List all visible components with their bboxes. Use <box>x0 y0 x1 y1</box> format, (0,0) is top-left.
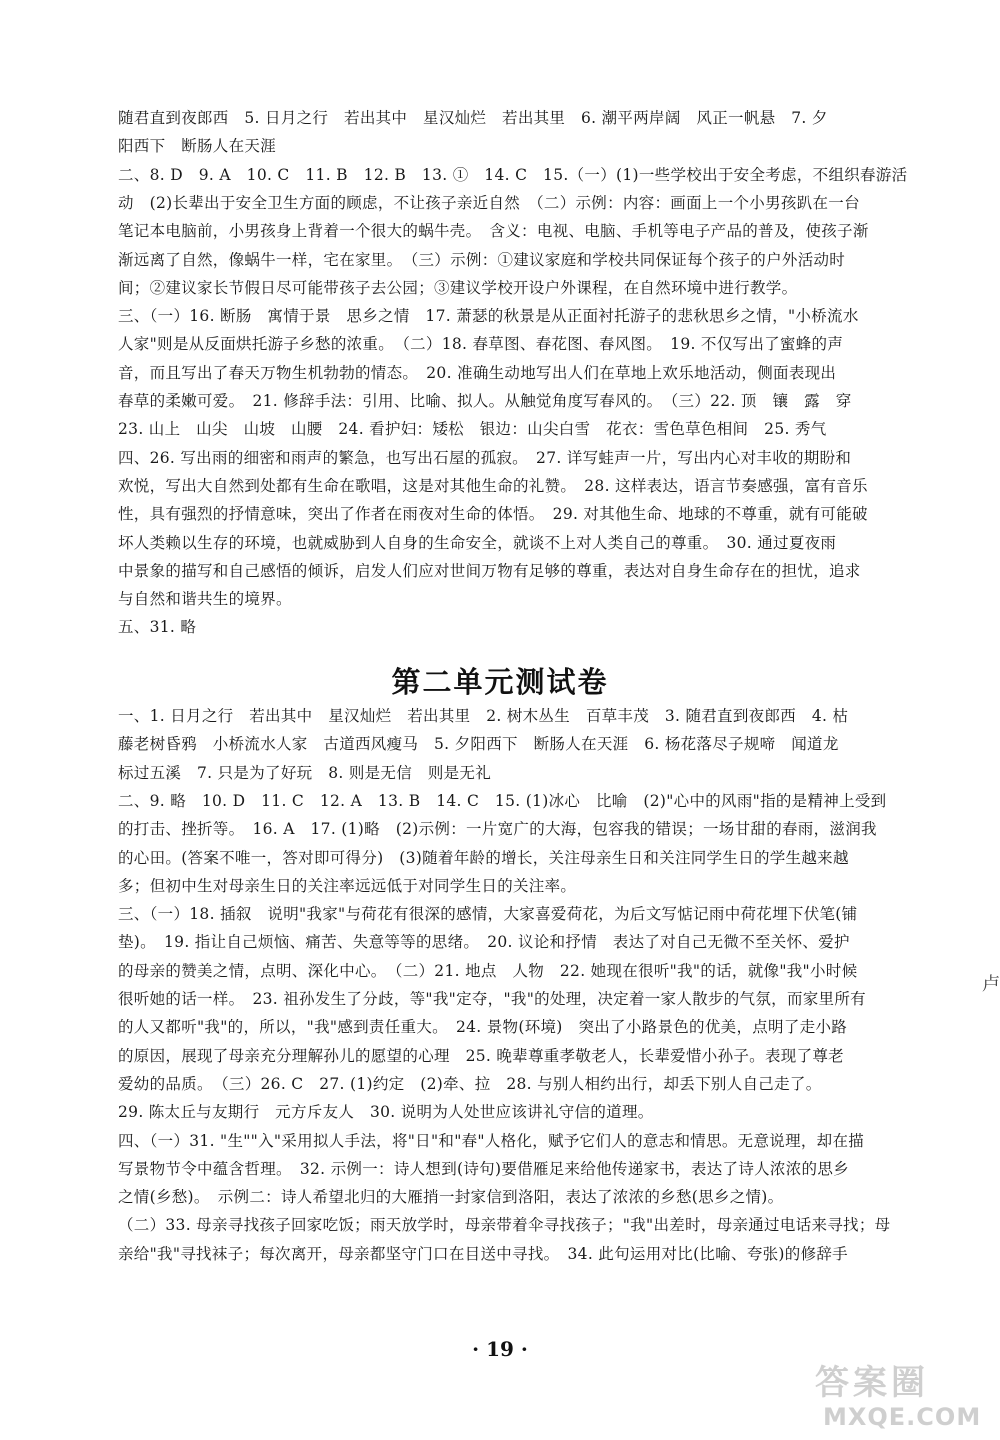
answer-line: 中景象的描写和自己感悟的倾诉，启发人们应对世间万物有足够的尊重，表达对自身生命存在的担忧，追求 <box>118 561 861 580</box>
answer-line: 春草的柔嫩可爱。 21. 修辞手法：引用、比喻、拟人。从触觉角度写春风的。 （三）22. 顶 镶 露 穿 <box>118 392 852 410</box>
answer-line: 写景物节令中蕴含哲理。 32. 示例一：诗人想到(诗句)要借雁足来给他传递家书，表达了诗人浓浓的思乡 <box>118 1159 849 1178</box>
answer-line: 29. 陈太丘与友期行 元方斥友人 30. 说明为人处世应该讲礼守信的道理。 <box>118 1103 654 1122</box>
answer-line: 间；②建议家长节假日尽可能带孩子去公园；③建议学校开设户外课程，在自然环境中进行教学。 <box>118 278 798 297</box>
answer-line: 23. 山上 山尖 山坡 山腰 24. 看护妇：矮松 银边：山尖白雪 花衣：雪色草色相间 25. 秀气 <box>118 420 827 439</box>
answer-line: 的原因，展现了母亲充分理解孙儿的愿望的心理 25. 晚辈尊重孝敬老人，长辈爱惜小孙子。表现了尊老 <box>118 1046 844 1065</box>
answer-line: 爱幼的品质。 （三）26. C 27. (1)约定 (2)牵、拉 28. 与别人相约出行，却丢下别人自己走了。 <box>118 1074 822 1093</box>
answer-line: （二）33. 母亲寻找孩子回家吃饭；雨天放学时，母亲带着伞寻找孩子；"我"出差时，母亲通过电话来寻找；母 <box>118 1216 891 1235</box>
answer-line: 三、（一）18. 插叙 说明"我家"与荷花有很深的感情，大家喜爱荷花，为后文写惦记雨中荷花埋下伏笔(铺 <box>118 905 858 924</box>
answer-line: 的心田。(答案不唯一，答对即可得分) (3)随着年龄的增长，关注母亲生日和关注同学生日的学生越来越 <box>118 848 849 867</box>
answer-line: 亲给"我"寻找袜子；每次离开，母亲都坚守门口在目送中寻找。 34. 此句运用对比(比喻、夸张)的修辞手 <box>118 1244 848 1263</box>
answer-line: 人家"则是从反面烘托游子乡愁的浓重。 （二）18. 春草图、春花图、春风图。 19. 不仅写出了蜜蜂的声 <box>118 335 844 354</box>
answer-line: 渐远离了自然，像蜗牛一样，宅在家里。 （三）示例：①建议家庭和学校共同保证每个孩子的户外活动时 <box>118 250 846 269</box>
answer-line: 动 (2)长辈出于安全卫生方面的顾虑，不让孩子亲近自然 （二）示例：内容：画面上一个小男孩趴在一台 <box>118 193 860 212</box>
answer-line: 笔记本电脑前，小男孩身上背着一个很大的蜗牛壳。 含义：电视、电脑、手机等电子产品的普及，使孩子渐 <box>118 222 869 241</box>
answer-line: 的打击、挫折等。 16. A 17. (1)略 (2)示例：一片宽广的大海，包容我的错误；一场甘甜的春雨，滋润我 <box>118 820 877 839</box>
answer-line: 四、（一）31. "生""入"采用拟人手法，将"日"和"春"人格化，赋予它们人的意志和情思。无意说理，却在描 <box>118 1131 865 1150</box>
answer-line: 二、8. D 9. A 10. C 11. B 12. B 13. ① 14. C 15.（一）(1)一些学校出于安全考虑，不组织春游活 <box>118 165 908 184</box>
answer-line: 随君直到夜郎西 5. 日月之行 若出其中 星汉灿烂 若出其里 6. 潮平两岸阔 风正一帆悬 7. 夕 <box>118 109 828 127</box>
answer-line: 音，而且写出了春天万物生机勃勃的情态。 20. 准确生动地写出人们在草地上欢乐地活动，侧面表现出 <box>118 363 837 382</box>
margin-mark: 卢 <box>982 974 1000 995</box>
answer-line: 多；但初中生对母亲生日的关注率远远低于对同学生日的关注率。 <box>118 876 577 895</box>
answer-line: 垫)。 19. 指让自己烦恼、痛苦、失意等等的思绪。 20. 议论和抒情 表达了对自己无微不至关怀、爱护 <box>118 933 850 952</box>
watermark-text-top: 答案圈 <box>815 1363 929 1403</box>
answer-line: 的母亲的赞美之情，点明、深化中心。 （二）21. 地点 人物 22. 她现在很听"我"的话，就像"我"小时候 <box>118 961 858 980</box>
answer-line: 之情(乡愁)。 示例二：诗人希望北归的大雁捎一封家信到洛阳，表达了浓浓的乡愁(思乡之情)。 <box>118 1188 784 1207</box>
answer-line: 一、1. 日月之行 若出其中 星汉灿烂 若出其里 2. 树木丛生 百草丰茂 3. 随君直到夜郎西 4. 枯 <box>118 707 849 725</box>
answer-line: 二、9. 略 10. D 11. C 12. A 13. B 14. C 15. (1)冰心 比喻 (2)"心中的风雨"指的是精神上受到 <box>118 791 887 810</box>
page-number: · 19 · <box>472 1337 528 1361</box>
answer-line: 藤老树昏鸦 小桥流水人家 古道西风瘦马 5. 夕阳西下 断肠人在天涯 6. 杨花落尽子规啼 闻道龙 <box>118 735 839 754</box>
answer-line: 欢悦，写出大自然到处都有生命在歌唱，这是对其他生命的礼赞。 28. 这样表达，语言节奏感强，富有音乐 <box>118 476 868 495</box>
answer-line: 四、26. 写出雨的细密和雨声的繁急，也写出石屋的孤寂。 27. 详写蛙声一片，写出内心对丰收的期盼和 <box>118 448 852 467</box>
answer-line: 标过五溪 7. 只是为了好玩 8. 则是无信 则是无礼 <box>118 763 492 782</box>
section-title: 第二单元测试卷 <box>391 665 609 699</box>
watermark-logo <box>815 1355 995 1435</box>
answer-line: 坏人类赖以生存的环境，也就威胁到人自身的生命安全，就谈不上对人类自己的尊重。 30. 通过夏夜雨 <box>118 533 837 552</box>
answer-line: 五、31. 略 <box>118 618 197 637</box>
answer-line: 与自然和谐共生的境界。 <box>118 590 292 609</box>
answer-line: 很听她的话一样。 23. 祖孙发生了分歧，等"我"定夺，"我"的处理，决定着一家人散步的气氛，而家里所有 <box>118 990 866 1008</box>
answer-line: 的人又都听"我"的，所以，"我"感到责任重大。 24. 景物(环境) 突出了小路景色的优美，点明了走小路 <box>118 1018 848 1037</box>
answer-line: 性，具有强烈的抒情意味，突出了作者在雨夜对生命的体悟。 29. 对其他生命、地球的不尊重，就有可能破 <box>118 505 868 524</box>
answer-line: 三、（一）16. 断肠 寓情于景 思乡之情 17. 萧瑟的秋景是从正面衬托游子的悲秋思乡之情，"小桥流水 <box>118 307 859 326</box>
watermark-text-bottom: MXQE.COM <box>823 1403 982 1431</box>
answer-line: 阳西下 断肠人在天涯 <box>118 137 277 156</box>
